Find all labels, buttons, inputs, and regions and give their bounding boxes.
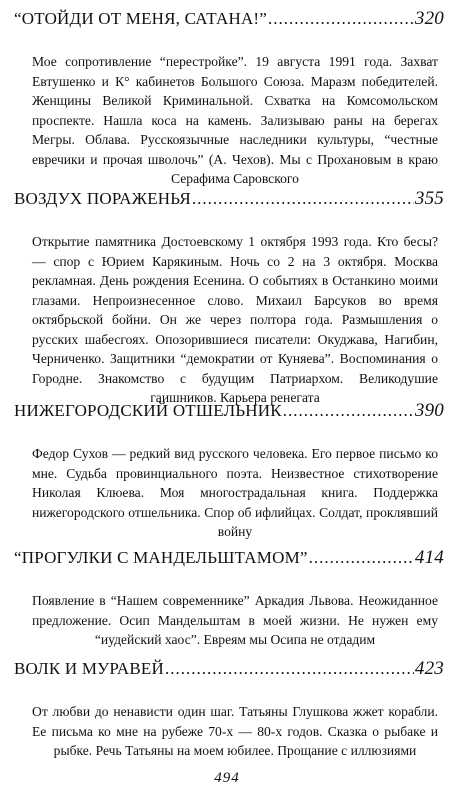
toc-entry-heading [14, 8, 444, 30]
toc-entry [14, 547, 444, 650]
chapter-summary: Федор Сухов — редкий вид русского человека. Его первое письмо ко мне. Судьба провинциального поэта. Неизвестное стихотворение Николая Клюева. Моя многострадальная книга. Поддержка нижегородского отшельника. Спор об ифлийцах. Солдат, проклявший войну [32, 446, 438, 539]
chapter-title: “ОТОЙДИ ОТ МЕНЯ, САТАНА!” [14, 9, 268, 28]
chapter-page-number: 320 [414, 8, 444, 29]
toc-entry-heading [14, 658, 444, 680]
chapter-page-number: 355 [414, 188, 444, 209]
dot-leader [192, 189, 414, 209]
dot-leader [165, 659, 414, 679]
toc-entry [14, 400, 444, 542]
chapter-summary: Открытие памятника Достоевскому 1 октября 1993 года. Кто бесы? — спор с Юрием Карякиным. Ночь со 2 на 3 октября. Москва рекламная. День рождения Есенина. О событиях в Останкино моими глазами. Непроизнесенное слово. Михаил Барсуков во время октябрьской бойни. Он же через полтора года. Размышления о русских шабесгоях. Опозорившиеся писатели: Окуджава, Нагибин, Черниченко. Защитники “демократии от Куняева”. Воспоминания о Городне. Знакомство с будущим Патриархом. Великодушие гаишников. Карьера ренегата [32, 234, 438, 405]
chapter-summary: Появление в “Нашем современнике” Аркадия Львова. Неожиданное предложение. Осип Мандельштам в моей жизни. Не нужен ему “иудейский хаос”. Евреям мы Осипа не отдадим [32, 593, 438, 647]
chapter-page-number: 414 [414, 547, 444, 568]
toc-entry-heading [14, 547, 444, 569]
toc-entry-heading [14, 400, 444, 422]
chapter-page-number: 390 [414, 400, 444, 421]
chapter-summary: Мое сопротивление “перестройке”. 19 августа 1991 года. Захват Евтушенко и К° кабинетов Большого Союза. Маразм победителей. Женщины Великой Криминальной. Схватка на Комсомольском проспекте. Нашла коса на камень. Зализываю раны на берегах Мегры. Облава. Русскоязычные наследники культуры, “честные евречики и прочая шволочь” (А. Чехов). Мы с Прохановым в краю Серафима Саровского [32, 54, 438, 186]
chapter-page-number: 423 [414, 658, 444, 679]
toc-entry [14, 658, 444, 761]
chapter-title: ВОЗДУХ ПОРАЖЕНЬЯ [14, 189, 191, 208]
dot-leader [283, 401, 414, 421]
dot-leader [309, 548, 414, 568]
chapter-title: НИЖЕГОРОДСКИЙ ОТШЕЛЬНИК [14, 401, 282, 420]
chapter-title: ВОЛК И МУРАВЕЙ [14, 659, 164, 678]
toc-entry-heading [14, 188, 444, 210]
chapter-summary: От любви до ненависти один шаг. Татьяны Глушкова жжет корабли. Ее письма ко мне на рубеже 70-х — 80-х годов. Сказка о рыбаке и рыбке. Речь Татьяны на моем юбилее. Прощание с иллюзиями [32, 704, 438, 758]
toc-entry [14, 8, 444, 189]
page-number: 494 [214, 770, 240, 786]
dot-leader [268, 9, 414, 29]
toc-entry [14, 188, 444, 408]
chapter-title: “ПРОГУЛКИ С МАНДЕЛЬШТАМОМ” [14, 548, 308, 567]
